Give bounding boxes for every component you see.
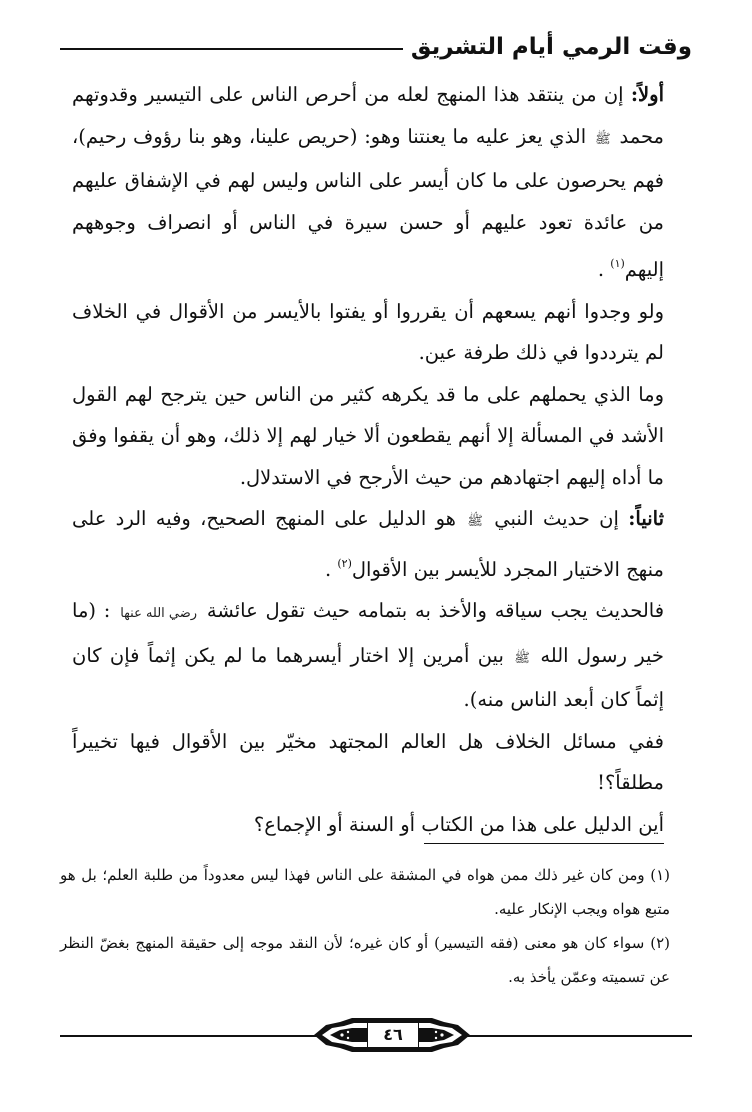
sentence-end: .	[597, 258, 605, 281]
running-header	[60, 30, 692, 64]
paragraph-text: : (ما خير رسول الله	[72, 599, 664, 667]
paragraph-text: إن من ينتقد هذا المنهج لعله من أحرص الناس على التيسير وقدوتهم محمد	[72, 83, 664, 148]
main-text	[72, 74, 664, 845]
paragraph: ولو وجدوا أنهم يسعهم أن يقرروا أو يفتوا بالأيسر من الأقوال في الخلاف لم يترددوا في ذلك طرفة عين.	[72, 299, 664, 364]
chapter-title: وقت الرمي أيام التشريق	[403, 30, 692, 64]
paragraph-hadith	[72, 590, 664, 721]
paragraph-text: إن حديث النبي	[494, 507, 619, 530]
footnote-1: (١) ومن كان غير ذلك ممن هواه في المشقة على الناس فهذا ليس معدوداً من طلبة العلم؛ بل هو متبع هواه ويجب الإنكار عليه.	[60, 866, 670, 918]
paragraph-question: ففي مسائل الخلاف هل العالم المجتهد مخيّر بين الأقوال فيها تخييراً مطلقاً؟!	[72, 729, 664, 794]
paragraph-text: فالحديث يجب سياقه والأخذ به بتمامه حيث تقول عائشة	[206, 599, 665, 622]
point-label: ثانياً:	[628, 507, 665, 530]
footnote-ref-1: (١)	[610, 257, 625, 270]
page-footer	[60, 1010, 692, 1060]
footnote-ref-2: (٢)	[337, 556, 352, 570]
prophet-honorific-icon: ﷺ	[467, 514, 483, 529]
sentence-end: .	[324, 557, 332, 581]
footnote-2: (٢) سواء كان هو معنى (فقه التيسير) أو كان غيره؛ لأن النقد موجه إلى حقيقة المنهج بغضّ النظر عن تسميته وعمّن يأخذ به.	[60, 934, 670, 986]
footnotes	[60, 858, 670, 994]
paragraph-first-point	[72, 74, 664, 291]
page-number: ٤٦	[367, 1022, 419, 1048]
paragraph-question: أين الدليل على هذا من الكتاب أو السنة أو الإجماع؟	[253, 812, 664, 836]
point-label: أولاً:	[630, 83, 664, 106]
paragraph-text: بين أمرين إلا اختار أيسرهما ما لم يكن إثماً فإن كان إثماً كان أبعد الناس منه).	[72, 643, 664, 711]
paragraph-second-point	[72, 498, 664, 590]
paragraph: وما الذي يحملهم على ما قد يكرهه كثير من الناس حين يترجح لهم القول الأشد في المسألة إلا أنهم يقطعون ألا خيار لهم إلا ذلك، وهو أن يقفوا وفق ما أداه إليهم اجتهادهم من حيث الأرجح في الاستدلال.	[72, 382, 664, 489]
paragraph-text: الذي يعز عليه ما يعنتنا وهو: (حريص علينا، وهو بنا رؤوف رحيم)، فهم يحرصون على ما كان أيسر على الناس وليس لهم في الإشفاق عليهم من عائدة تعود عليهم أو حسن سيرة في الناس أو انصراف وجوههم إليهم	[72, 124, 664, 281]
footnote-separator	[424, 843, 664, 844]
aisha-honorific-icon: رضي الله عنها	[120, 606, 198, 621]
paragraph-text: هو الدليل على المنهج الصحيح، وفيه الرد على منهج الاختيار المجرد للأيسر بين الأقوال	[72, 507, 664, 581]
prophet-honorific-icon: ﷺ	[594, 131, 611, 147]
prophet-honorific-icon: ﷺ	[514, 650, 530, 666]
